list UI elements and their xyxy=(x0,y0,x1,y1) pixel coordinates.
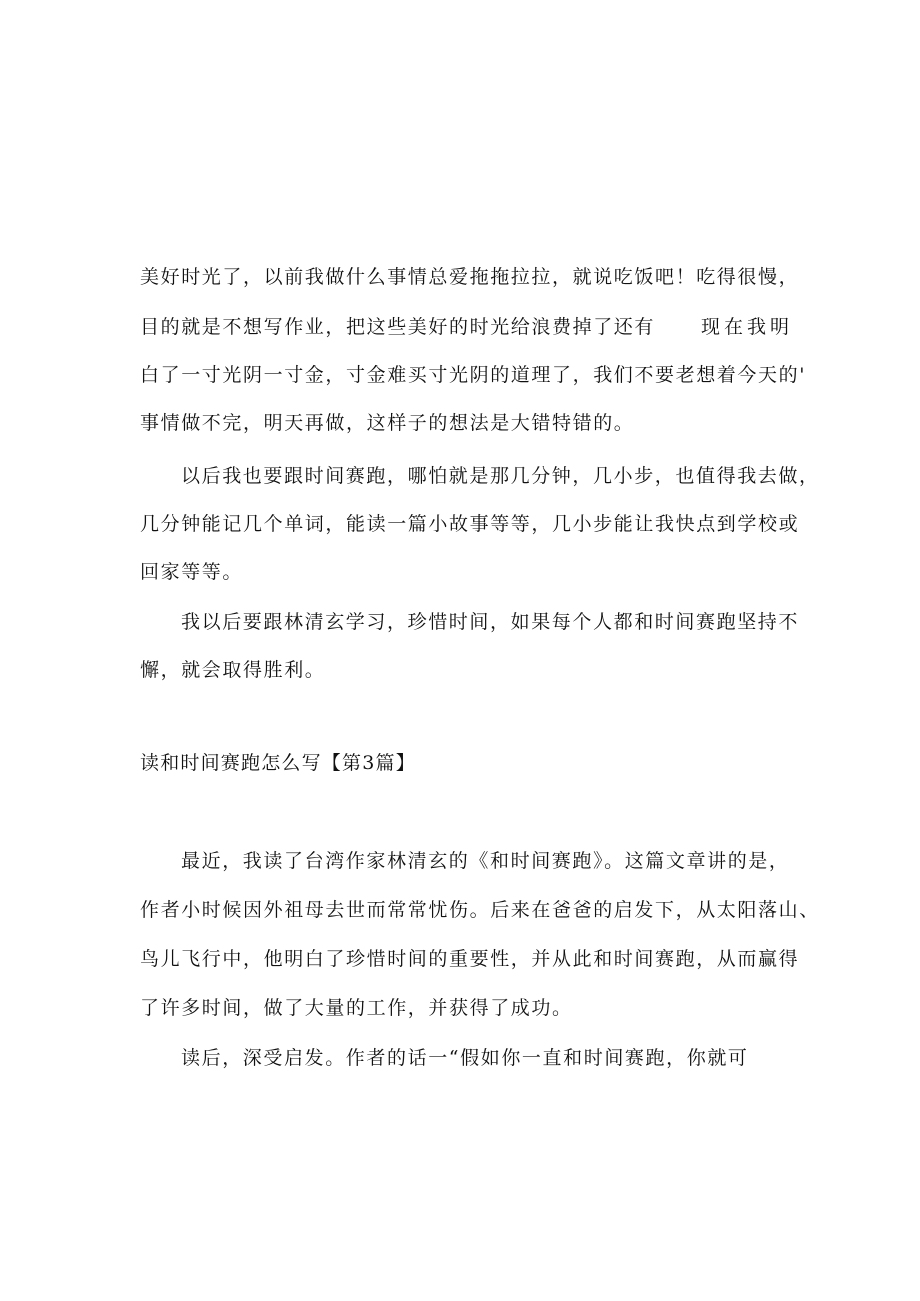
paragraph-4-line-2: 作者小时候因外祖母去世而常常忧伤。后来在爸爸的启发下，从太阳落山、 xyxy=(140,899,820,921)
paragraph-1-line-2-end: 现在我明 xyxy=(701,316,794,338)
paragraph-1-line-2 xyxy=(140,314,793,340)
paragraph-4-line-3: 鸟儿飞行中，他明白了珍惜时间的重要性，并从此和时间赛跑，从而赢得 xyxy=(140,948,800,970)
paragraph-2-line-2: 几分钟能记几个单词，能读一篇小故事等等，几小步能让我快点到学校或 xyxy=(140,513,800,535)
paragraph-5-line-1: 读后，深受启发。作者的话一“假如你一直和时间赛跑，你就可 xyxy=(181,1047,749,1069)
paragraph-2-line-3: 回家等等。 xyxy=(140,561,244,583)
paragraph-1-line-1: 美好时光了，以前我做什么事情总爱拖拖拉拉，就说吃饭吧！吃得很慢， xyxy=(140,266,800,288)
paragraph-2-line-1: 以后我也要跟时间赛跑，哪怕就是那几分钟，几小步，也值得我去做， xyxy=(181,465,820,487)
paragraph-1-line-3: 白了一寸光阴一寸金，寸金难买寸光阴的道理了，我们不要老想着今天的' xyxy=(140,364,807,386)
paragraph-1-line-2-start: 目的就是不想写作业，把这些美好的时光给浪费掉了还有 xyxy=(140,316,656,338)
paragraph-3-line-1: 我以后要跟林清玄学习，珍惜时间，如果每个人都和时间赛跑坚持不 xyxy=(181,611,800,633)
paragraph-4-line-1: 最近，我读了台湾作家林清玄的《和时间赛跑》。这篇文章讲的是， xyxy=(181,850,790,872)
paragraph-3-line-2: 懈，就会取得胜利。 xyxy=(140,659,326,681)
paragraph-1-line-4: 事情做不完，明天再做，这样子的想法是大错特错的。 xyxy=(140,412,635,434)
paragraph-4-line-4: 了许多时间，做了大量的工作，并获得了成功。 xyxy=(140,997,573,1019)
section-heading: 读和时间赛跑怎么写【第3篇】 xyxy=(140,752,416,774)
